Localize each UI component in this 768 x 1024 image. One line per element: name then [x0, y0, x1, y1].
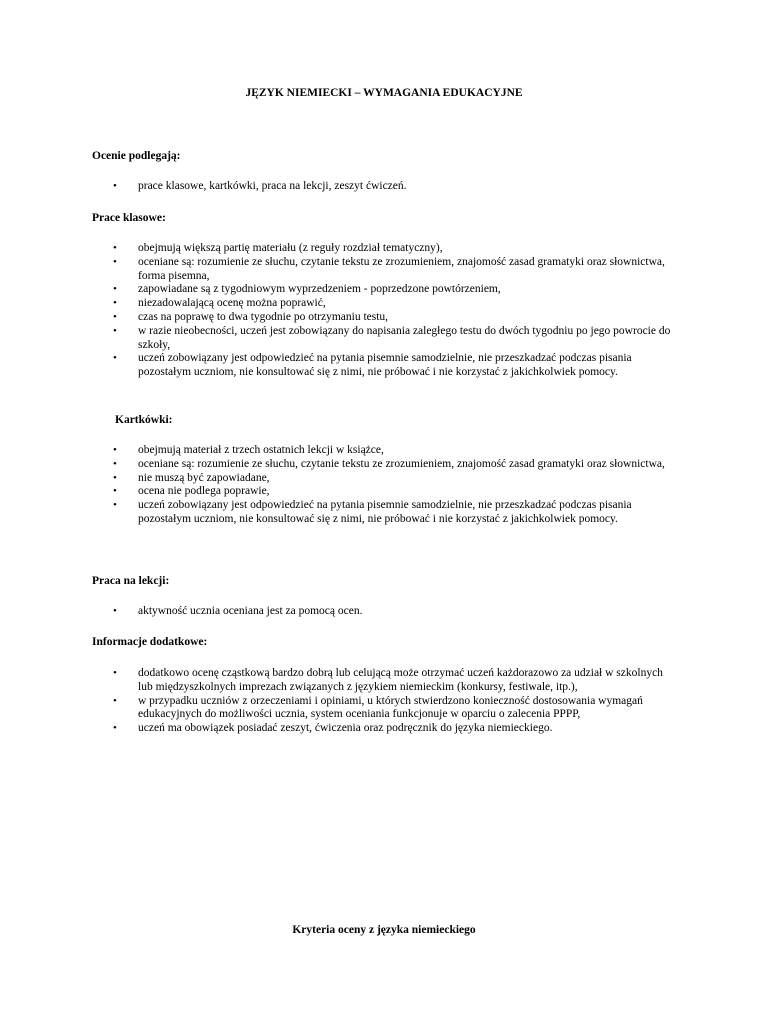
- list-item-text: czas na poprawę to dwa tygodnie po otrzymaniu testu,: [138, 310, 389, 323]
- list-item: [0, 667, 768, 695]
- list-item: [0, 458, 768, 472]
- list-item: [0, 352, 768, 380]
- list-item: [0, 605, 768, 619]
- bullet-icon: •: [113, 457, 117, 470]
- list-item-text: w razie nieobecności, uczeń jest zobowiązany do napisania zaległego testu do dwóch tygodniu po jego powrocie do szkoły,: [138, 324, 671, 351]
- list-item: [0, 180, 768, 194]
- document-title: JĘZYK NIEMIECKI – WYMAGANIA EDUKACYJNE: [245, 87, 523, 99]
- list-item: [0, 283, 768, 297]
- list-item: [0, 311, 768, 325]
- section-list-ocenie-podlegaja: [0, 180, 768, 194]
- list-item-text: niezadowalającą ocenę można poprawić,: [138, 297, 326, 310]
- list-item: [0, 485, 768, 499]
- bullet-icon: •: [113, 485, 117, 498]
- bullet-icon: •: [113, 499, 117, 512]
- section-heading-praca-na-lekcji: Praca na lekcji:: [92, 575, 170, 587]
- bullet-icon: •: [113, 352, 117, 365]
- list-item: [0, 297, 768, 311]
- list-item: [0, 325, 768, 353]
- list-item-text: dodatkowo ocenę cząstkową bardzo dobrą lub celującą może otrzymać uczeń każdorazowo za udział w szkolnych lub międzyszkolnych imprezach związanych z językiem niemieckim (konkursy, festiwale, itp.),: [138, 667, 663, 693]
- section-heading-informacje-dodatkowe: Informacje dodatkowe:: [92, 636, 208, 648]
- bullet-icon: •: [113, 324, 117, 337]
- bullet-icon: •: [113, 471, 117, 484]
- section-heading-kartkowki: Kartkówki:: [115, 414, 173, 426]
- list-item: [0, 242, 768, 256]
- bullet-icon: •: [113, 444, 117, 456]
- bullet-icon: •: [113, 310, 117, 323]
- list-item: [0, 499, 768, 527]
- section-list-informacje-dodatkowe: [0, 667, 768, 736]
- bullet-icon: •: [113, 283, 117, 296]
- bullet-icon: •: [113, 297, 117, 310]
- bullet-icon: •: [113, 242, 117, 254]
- list-item-text: uczeń zobowiązany jest odpowiedzieć na pytania pisemnie samodzielnie, nie przeszkadzać podczas pisania pozostałym uczniom, nie konsultować się z nimi, nie próbować i nie korzystać z jakichkolwiek pomocy.: [138, 499, 632, 525]
- bullet-icon: •: [113, 694, 117, 707]
- list-item-text: uczeń zobowiązany jest odpowiedzieć na pytania pisemnie samodzielnie, nie przeszkadzać podczas pisania pozostałym uczniom, nie konsultować się z nimi, nie próbować i nie korzystać z jakichkolwiek pomocy.: [138, 352, 632, 379]
- section-heading-prace-klasowe: Prace klasowe:: [92, 212, 166, 224]
- list-item: [0, 256, 768, 284]
- bullet-icon: •: [113, 255, 117, 268]
- footer-heading: Kryteria oceny z języka niemieckiego: [292, 924, 476, 936]
- section-list-kartkowki: [0, 444, 768, 527]
- list-item-text: zapowiadane są z tygodniowym wyprzedzeniem - poprzedzone powtórzeniem,: [138, 283, 501, 296]
- list-item-text: obejmują większą partię materiału (z reguły rozdział tematyczny),: [138, 242, 443, 254]
- list-item-text: oceniane są: rozumienie ze słuchu, czytanie tekstu ze zrozumieniem, znajomość zasad gramatyki oraz słownictwa,: [138, 457, 665, 470]
- list-item-text: prace klasowe, kartkówki, praca na lekcji, zeszyt ćwiczeń.: [138, 180, 407, 192]
- list-item-text: w przypadku uczniów z orzeczeniami i opiniami, u których stwierdzono konieczność dostosowania wymagań edukacyjnych do możliwości ucznia, system oceniania funkcjonuje w oparciu o zalecenia PPPP,: [138, 694, 643, 721]
- bullet-icon: •: [113, 667, 117, 679]
- list-item: [0, 722, 768, 736]
- list-item: [0, 444, 768, 458]
- list-item-text: aktywność ucznia oceniana jest za pomocą ocen.: [138, 605, 363, 617]
- list-item-text: uczeń ma obowiązek posiadać zeszyt, ćwiczenia oraz podręcznik do języka niemieckiego.: [138, 722, 553, 735]
- list-item-text: ocena nie podlega poprawie,: [138, 485, 270, 498]
- section-heading-ocenie-podlegaja: Ocenie podlegają:: [92, 150, 181, 162]
- section-list-prace-klasowe: [0, 242, 768, 380]
- list-item: [0, 695, 768, 723]
- section-list-praca-na-lekcji: [0, 605, 768, 619]
- list-item-text: nie muszą być zapowiadane,: [138, 471, 270, 484]
- bullet-icon: •: [113, 180, 117, 192]
- list-item-text: oceniane są: rozumienie ze słuchu, czytanie tekstu ze zrozumieniem, znajomość zasad gramatyki oraz słownictwa, forma pisemna,: [138, 255, 665, 282]
- list-item-text: obejmują materiał z trzech ostatnich lekcji w książce,: [138, 444, 384, 456]
- list-item: [0, 472, 768, 486]
- bullet-icon: •: [113, 722, 117, 735]
- bullet-icon: •: [113, 605, 117, 617]
